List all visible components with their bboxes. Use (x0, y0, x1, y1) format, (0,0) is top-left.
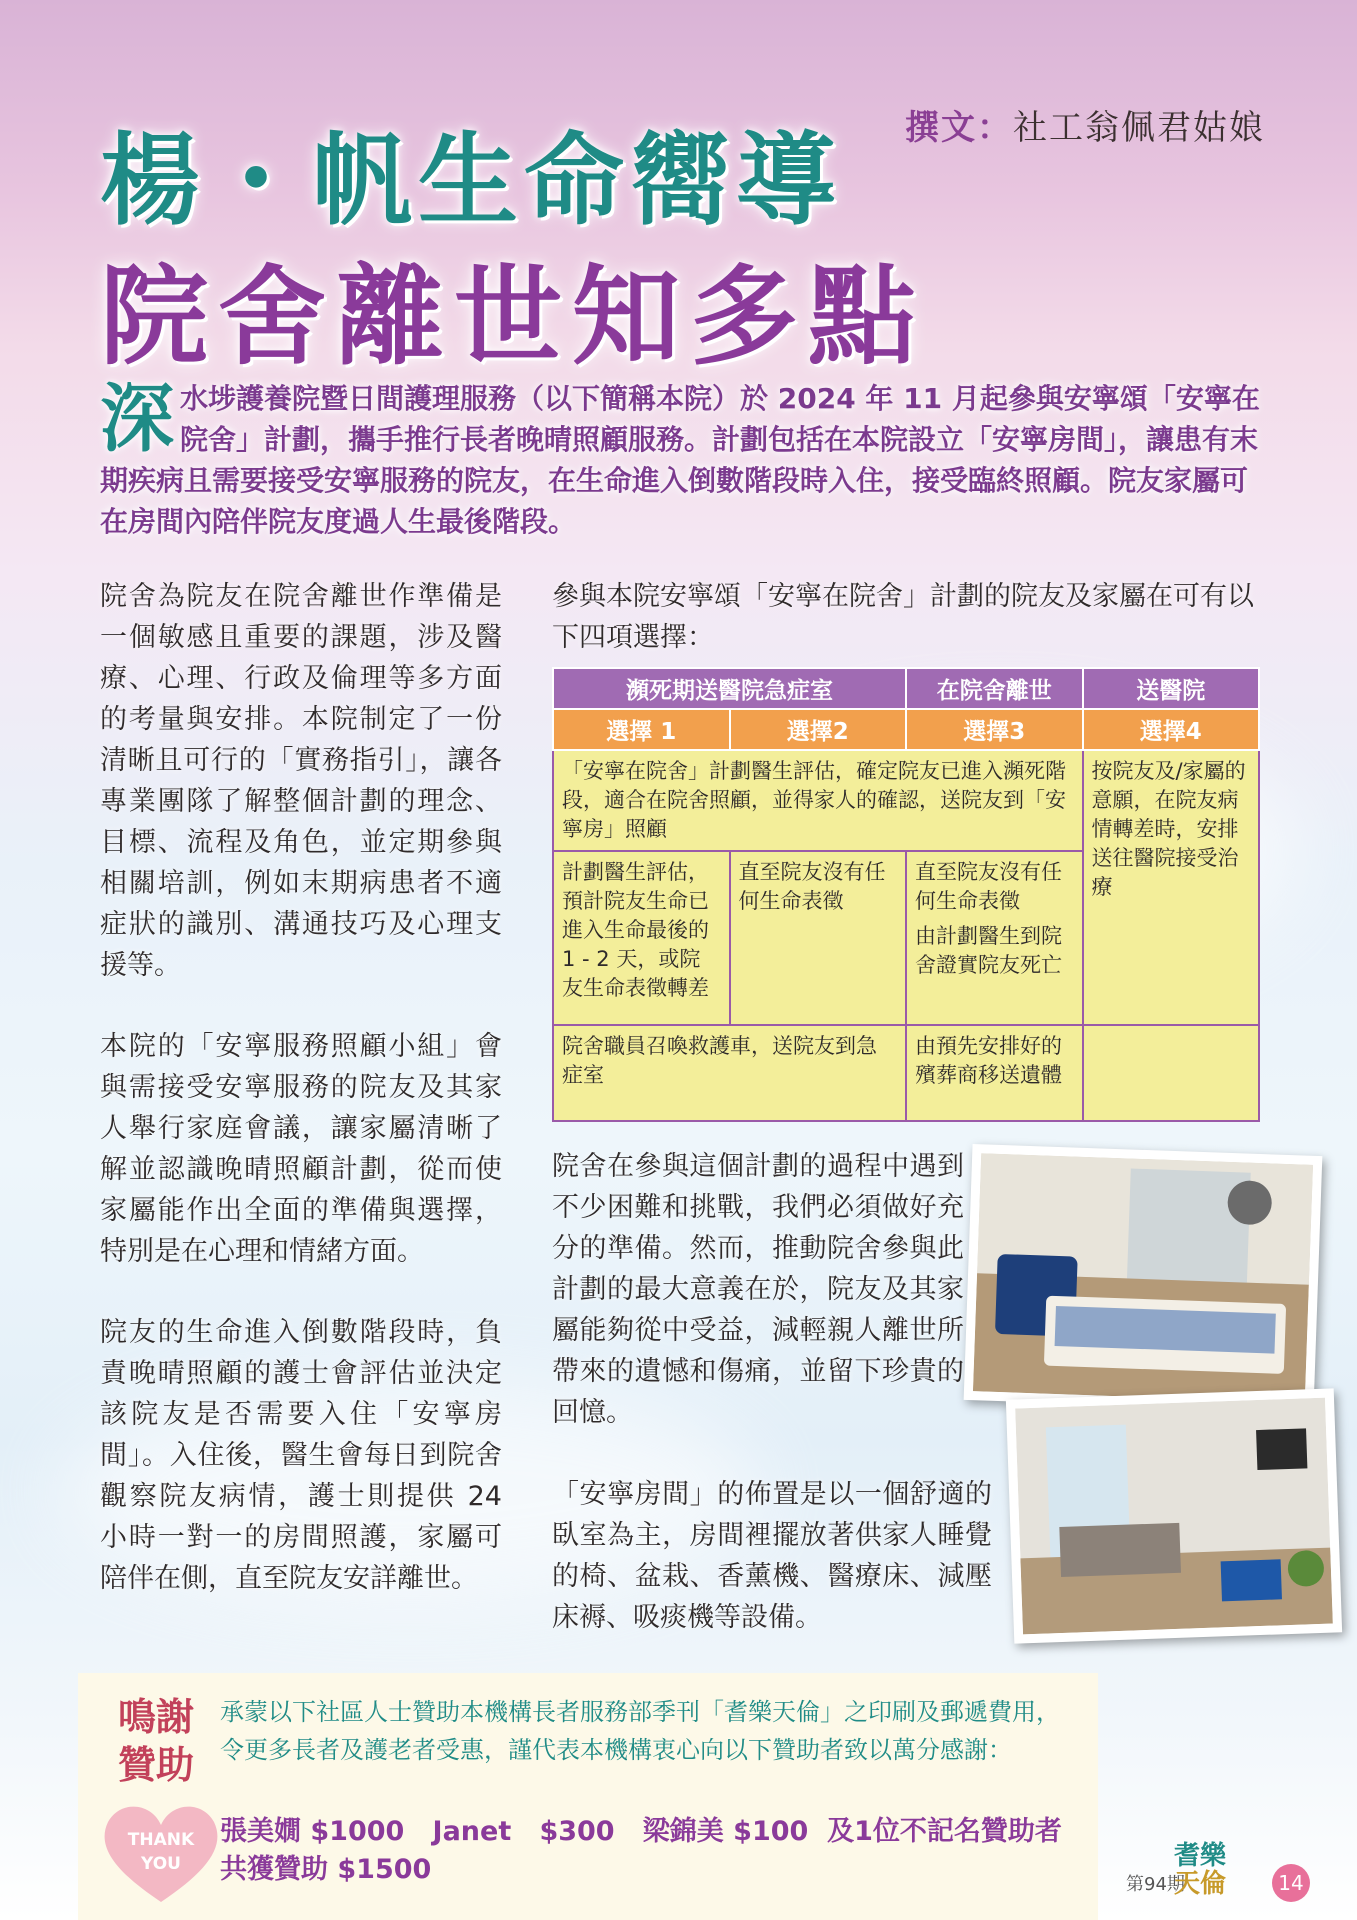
page-number: 14 (1272, 1864, 1310, 1902)
author-label: 撰文： (905, 108, 1013, 148)
author-name: 社工翁佩君姑娘 (1013, 108, 1265, 148)
option-header-1: 選擇 1 (553, 709, 730, 750)
title-line-2: 院舍離世知多點 (100, 254, 927, 380)
left-paragraph-1: 院舍為院友在院舍離世作準備是一個敏感且重要的課題，涉及醫療、心理、行政及倫理等多方面的考量與安排。本院制定了一份清晰且可行的「實務指引」，讓各專業團隊了解整個計劃的理念、目標、流程及角色，並定期參與相關培訓，例如末期病患者不適症狀的識別、溝通技巧及心理支援等。 (100, 581, 502, 981)
table-cell-r2-c3 (906, 851, 1083, 1025)
room-photo-2-image (1015, 1398, 1333, 1635)
drop-cap: 深 (100, 376, 174, 462)
table-cell-r2-c3-line2: 由計劃醫生到院舍證實院友死亡 (915, 924, 1062, 977)
intro-paragraph (100, 378, 1260, 542)
left-paragraph-3: 院友的生命進入倒數階段時，負責晚晴照顧的護士會評估並決定該院友是否需要入住「安寧房間」。入住後，醫生會每日到院舍觀察院友病情，護士則提供 24 小時一對一的房間照護，家屬可陪伴在側，直至院友安詳離世。 (100, 1317, 502, 1594)
heart-text-1: THANK (127, 1830, 195, 1850)
room-photo-2 (1006, 1388, 1342, 1643)
table-cell-r3-ambulance: 院舍職員召喚救護車，送院友到急症室 (553, 1025, 906, 1121)
issue-number: 第94期 (1126, 1874, 1185, 1895)
group-header-hospital: 送醫院 (1083, 668, 1260, 709)
sponsor-thanks-box (78, 1673, 1098, 1920)
author-line (905, 100, 1265, 149)
group-header-hospital-ae: 瀕死期送醫院急症室 (553, 668, 906, 709)
title-line-1: 楊・帆生命嚮導 (100, 121, 842, 239)
heart-text-2: YOU (141, 1854, 181, 1874)
table-cell-r3-funeral: 由預先安排好的殯葬商移送遺體 (906, 1025, 1083, 1121)
options-table (552, 667, 1260, 1122)
thanks-donors (220, 1813, 1062, 1889)
thanks-heading-2: 贊助 (118, 1742, 195, 1787)
intro-text: 水埗護養院暨日間護理服務（以下簡稱本院）於 2024 年 11 月起參與安寧頌「安寧在院舍」計劃，攜手推行長者晚晴照顧服務。計劃包括在本院設立「安寧房間」，讓患有末期疾病且需要接受安寧服務的院友，在生命進入倒數階段時入住，接受臨終照顧。院友家屬可在房間內陪伴院友度過人生最後階段。 (100, 382, 1260, 538)
table-cell-assessment: 「安寧在院舍」計劃醫生評估，確定院友已進入瀕死階段，適合在院舍照顧，並得家人的確認，送院友到「安寧房」照顧 (553, 750, 1083, 851)
logo-line-2: 天倫 (1174, 1869, 1227, 1899)
group-header-in-home: 在院舍離世 (906, 668, 1083, 709)
room-photo-1-image (973, 1153, 1313, 1402)
table-cell-r2-c3-line1: 直至院友沒有任何生命表徵 (915, 860, 1062, 913)
left-paragraph-2: 本院的「安寧服務照顧小組」會與需接受安寧服務的院友及其家人舉行家庭會議，讓家屬清晰了解並認識晚晴照顧計劃，從而使家屬能作出全面的準備與選擇，特別是在心理和情緒方面。 (100, 1031, 502, 1267)
magazine-logo (1174, 1842, 1226, 1898)
logo-line-1: 耆樂 (1174, 1841, 1227, 1871)
right-paragraph-2: 「安寧房間」的佈置是以一個舒適的臥室為主，房間裡擺放著供家人睡覺的椅、盆栽、香薰機、醫療床、減壓床褥、吸痰機等設備。 (552, 1479, 992, 1633)
donor-total: 共獲贊助 $1500 (220, 1854, 432, 1885)
donor-list: 張美嫺 $1000 Janet $300 梁錦美 $100 及1位不記名贊助者 (220, 1816, 1062, 1847)
thanks-body: 承蒙以下社區人士贊助本機構長者服務部季刊「耆樂天倫」之印刷及郵遞費用，令更多長者及護老者受惠，謹代表本機構衷心向以下贊助者致以萬分感謝： (220, 1698, 1060, 1764)
table-cell-option-4: 按院友及/家屬的意願，在院友病情轉差時，安排送往醫院接受治療 (1083, 750, 1260, 1025)
thanks-heading (118, 1693, 194, 1789)
right-column-2 (552, 1474, 992, 1678)
option-header-2: 選擇2 (730, 709, 907, 750)
left-column (100, 576, 502, 1639)
option-header-4: 選擇4 (1083, 709, 1260, 750)
thanks-heading-1: 鳴謝 (118, 1694, 195, 1739)
right-paragraph-1: 院舍在參與這個計劃的過程中遇到不少困難和挑戰，我們必須做好充分的準備。然而，推動院舍參與此計劃的最大意義在於，院友及其家屬能夠從中受益，減輕親人離世所帶來的遺憾和傷痛，並留下珍貴的回憶。 (552, 1151, 964, 1428)
table-cell-r2-c2: 直至院友沒有任何生命表徵 (730, 851, 907, 1025)
table-cell-r2-c1: 計劃醫生評估，預計院友生命已進入生命最後的 1 - 2 天，或院友生命表徵轉差 (553, 851, 730, 1025)
option-header-3: 選擇3 (906, 709, 1083, 750)
heart-icon (96, 1797, 226, 1907)
right-column (552, 1146, 964, 1473)
room-photo-1 (964, 1144, 1323, 1412)
table-cell-r3-empty (1083, 1025, 1260, 1121)
right-intro: 參與本院安寧頌「安寧在院舍」計劃的院友及家屬在可有以下四項選擇： (552, 581, 1254, 653)
